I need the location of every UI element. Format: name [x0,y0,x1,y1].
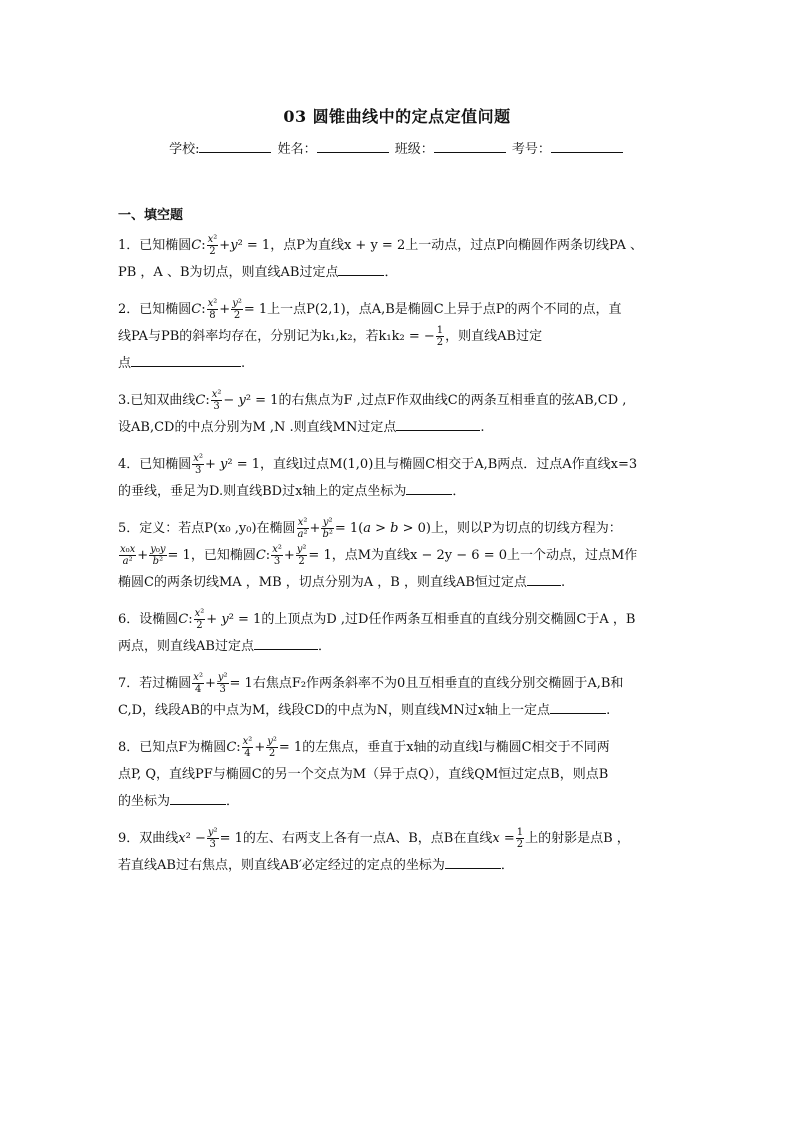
answer-blank[interactable] [170,792,226,805]
fraction: $\frac{\text{x²}}{3}$ [272,544,282,567]
problem-number: 2． [118,302,140,317]
fraction: $\frac{\text{x²}}{4}$ [242,736,253,759]
problem-text: 的垂线，垂足为D.则直线BD过x轴上的定点坐标为 [118,484,407,499]
fraction: $\frac{\text{y²}}{3}$ [207,827,218,850]
answer-blank[interactable] [445,856,501,869]
problem-text: ，点P为直线x + y = 2上一动点，过点P向椭圆作两条切线PA 、 [270,238,644,253]
problem-text: 已知双曲线 [130,393,196,408]
answer-blank[interactable] [131,354,241,367]
section-title: 一、填空题 [118,208,184,223]
problem-text: 椭圆C的两条切线MA ，MB ，切点分别为A ，B ，则直线AB恒过定点 [118,575,527,590]
problem-text: 右焦点F₂作两条斜率不为0且互相垂直的直线分别交椭圆于A,B和 [252,676,624,691]
problem-number: 8． [118,740,140,755]
problem-list [118,232,678,889]
fraction: $\frac{\text{y²}}{\text{b²}}$ [322,517,333,540]
problem-number: 6． [118,612,140,627]
problem-text: 已知椭圆 [139,302,192,317]
problem-number: 7． [118,676,140,691]
fraction: $\frac{\text{x²}}{\text{a²}}$ [297,517,308,540]
problem-text: 的左焦点，垂直于x轴的动直线l与椭圆C相交于不同两 [302,740,610,755]
problem-text: . [480,420,485,435]
fraction: $\frac{\text{y²}}{3}$ [217,672,228,695]
problem-text: ． [452,484,466,499]
problem-number: 5． [118,521,140,536]
problem-text: 上一点P(2,1)，点A,B是椭圆C上异于点P的两个不同的点，直 [267,302,622,317]
problem-text: 若直线AB过右焦点，则直线AB′必定经过的定点的坐标为 [118,858,445,873]
problem-8: 8．已知点F为椭圆C: $\frac{\text{x²}}{4}$ + $\frac{\text{y²}}{2}$ = 1的左焦点，垂直于x轴的动直线l与椭圆C相交于不同两 点P, Q，直线PF与椭圆C的另一个交点为M（异于点Q），直线QM恒过定点B，则点B 的坐标为 ． [118,736,610,809]
fraction: $\frac{\text{x₀x}}{\text{a²}}$ [120,544,136,567]
problem-text: 的右焦点为F ,过点F作双曲线C的两条互相垂直的弦AB,CD , [278,393,627,408]
name-blank[interactable] [317,140,389,153]
fraction: $\frac{1}{2}$ [516,827,524,850]
fraction: $\frac{1}{2}$ [436,325,444,348]
name-label: 姓名： [277,142,317,157]
problem-number: 4． [118,457,140,472]
problem-text: 点P, Q，直线PF与椭圆C的另一个交点为M（异于点Q），直线QM恒过定点B，则点B [118,767,609,782]
problem-5: 5．定义：若点P(x₀ ,y₀)在椭圆 $\frac{\text{x²}}{\text{a²}}$ + $\frac{\text{y²}}{\text{b²}}$ = 1(a > b > 0)上，则以P为切点的切线方程为： $\frac{\text{x₀x}}{\text{a²}}$ + $\frac{\text{y₀y}}{\text{b²}}$ = 1，已知椭圆C: $\frac{\text{x²}}{3}$ + $\frac{\text{y²}}{2}$ = 1，点M为直线x − 2y − 6 = 0上一个动点，过点M作 椭圆C的两条切线MA ，MB ，切点分别为A ，B ，则直线AB恒过定点 . [118,517,638,590]
problem-2: 2．已知椭圆C: $\frac{\text{x²}}{8}$ + $\frac{\text{y²}}{2}$ = 1上一点P(2,1)，点A,B是椭圆C上异于点P的两个不同的点，直 线PA与PB的斜率均存在，分别记为k₁,k₂，若k₁k₂ = − $\frac{1}{2}$ ，则直线AB过定 点 . [118,298,622,371]
problem-text: ． [317,639,331,654]
class-label: 班级： [394,142,434,157]
problem-3: 3.已知双曲线C: $\frac{\text{x²}}{3}$ − y² = 1的右焦点为F ,过点F作双曲线C的两条互相垂直的弦AB,CD , 设AB,CD的中点分别为M ,N .则直线MN过定点 . [118,389,627,435]
problem-text: ． [384,265,398,280]
answer-blank[interactable] [338,263,384,276]
problem-9: 9．双曲线x² − $\frac{\text{y²}}{3}$ = 1的左、右两支上各有一点A、B，点B在直线x = $\frac{1}{2}$ 上的射影是点B ， 若直线AB过右焦点，则直线AB′必定经过的定点的坐标为 ． [118,827,630,873]
page-title: 03 圆锥曲线中的定点定值问题 [283,107,511,126]
fraction: $\frac{\text{x²}}{2}$ [207,234,218,257]
problem-number: 9． [118,831,140,846]
problem-6: 6．设椭圆C: $\frac{\text{x²}}{2}$ + y² = 1的上顶点为D ,过D任作两条互相垂直的直线分别交椭圆C于A ，B 两点，则直线AB过定点 ． [118,608,636,654]
problem-number: 3. [118,393,131,408]
problem-text: 已知椭圆 [139,457,192,472]
answer-blank[interactable] [254,637,318,650]
problem-text: 双曲线 [139,831,179,846]
problem-text: ，点M为直线x − 2y − 6 = 0上一个动点，过点M作 [331,548,638,563]
fraction: $\frac{\text{y²}}{2}$ [232,298,242,321]
fraction: $\frac{\text{y²}}{2}$ [267,736,277,759]
fraction: $\frac{\text{x²}}{4}$ [193,672,203,695]
problem-text: ． [500,858,514,873]
answer-blank[interactable] [550,701,606,714]
fraction: $\frac{\text{y²}}{2}$ [296,544,307,567]
problem-text: 两点，则直线AB过定点 [118,639,254,654]
school-blank[interactable] [199,140,271,153]
problem-text: 上的射影是点B ， [525,831,630,846]
problem-text: 的坐标为 [118,794,171,809]
problem-text: 若过椭圆 [139,676,192,691]
fraction: $\frac{\text{x²}}{3}$ [193,453,203,476]
problem-text: 已知椭圆 [139,238,192,253]
student-info-line [0,138,794,157]
problem-text: 线PA与PB的斜率均存在，分别记为k₁,k₂，若k₁k₂ = − [118,329,435,344]
problem-4: 4．已知椭圆 $\frac{\text{x²}}{3}$ + y² = 1，直线l过点M(1,0)且与椭圆C相交于A,B两点．过点A作直线x=3 的垂线，垂足为D.则直线BD过x轴上的定点坐标为 ． [118,453,638,499]
problem-text: C,D，线段AB的中点为M，线段CD的中点为N，则直线MN过x轴上一定点 [118,703,551,718]
problem-text: 的左、右两支上各有一点A、B，点B在直线 [242,831,493,846]
problem-text: 的上顶点为D ,过D任作两条互相垂直的直线分别交椭圆C于A ，B [261,612,636,627]
problem-text: ，直线l过点M(1,0)且与椭圆C相交于A,B两点．过点A作直线x=3 [259,457,638,472]
exam-no-label: 考号： [511,142,551,157]
fraction: $\frac{\text{x²}}{2}$ [194,608,205,631]
problem-text: ，已知椭圆 [190,548,256,563]
problem-text: 定义：若点P(x₀ ,y₀)在椭圆 [139,521,296,536]
problem-text: ，则直线AB过定 [445,329,543,344]
problem-text: PB ，A 、B为切点，则直线AB过定点 [118,265,339,280]
fraction: $\frac{\text{y₀y}}{\text{b²}}$ [150,544,166,567]
problem-text: 设AB,CD的中点分别为M ,N .则直线MN过定点 [118,420,397,435]
problem-text: . [606,703,611,718]
problem-text: . [560,575,566,590]
exam-no-blank[interactable] [551,140,623,153]
school-label: 学校: [169,142,200,157]
fraction: $\frac{\text{x²}}{3}$ [211,389,222,412]
answer-blank[interactable] [406,482,452,495]
class-blank[interactable] [434,140,506,153]
problem-text: 上，则以P为切点的切线方程为： [431,521,622,536]
problem-text: 设椭圆 [139,612,179,627]
problem-text: 点 [118,356,132,371]
fraction: $\frac{\text{x²}}{8}$ [207,298,218,321]
problem-text: ． [226,794,240,809]
problem-text: 已知点F为椭圆 [139,740,227,755]
answer-blank[interactable] [527,573,561,586]
problem-text: . [241,356,246,371]
problem-number: 1． [118,238,140,253]
answer-blank[interactable] [396,418,480,431]
problem-1: 1．已知椭圆C: $\frac{\text{x²}}{2}$ +y² = 1，点P为直线x + y = 2上一动点，过点P向椭圆作两条切线PA 、 PB ，A 、B为切点，则直线AB过定点 ． [118,234,644,280]
problem-7: 7．若过椭圆 $\frac{\text{x²}}{4}$ + $\frac{\text{y²}}{3}$ = 1右焦点F₂作两条斜率不为0且互相垂直的直线分别交椭圆于A,B和 C,D，线段AB的中点为M，线段CD的中点为N，则直线MN过x轴上一定点 . [118,672,624,718]
